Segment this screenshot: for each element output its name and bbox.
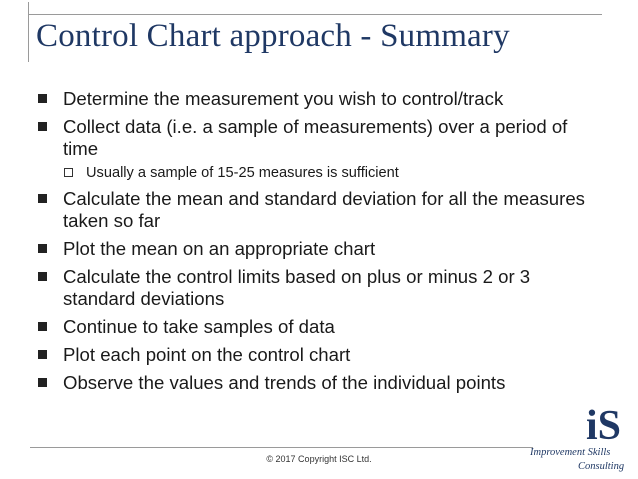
bullet-item xyxy=(36,344,596,366)
bullet-text: Collect data (i.e. a sample of measurements) over a period of time xyxy=(63,116,568,159)
bullet-item xyxy=(36,372,596,394)
square-bullet-icon xyxy=(38,244,47,253)
bullet-text: Plot each point on the control chart xyxy=(63,344,351,365)
hollow-square-bullet-icon xyxy=(64,168,73,177)
bullet-text: Plot the mean on an appropriate chart xyxy=(63,238,376,259)
square-bullet-icon xyxy=(38,194,47,203)
bullet-item xyxy=(36,88,596,110)
bullet-item xyxy=(36,238,596,260)
footer-divider xyxy=(30,447,533,448)
bullet-text: Calculate the control limits based on plus or minus 2 or 3 standard deviations xyxy=(63,266,531,309)
slide-title: Control Chart approach - Summary xyxy=(36,18,510,54)
logo-line-2: Consulting xyxy=(578,461,625,472)
bullet-list xyxy=(36,88,596,400)
logo-line-1: Improvement Skills xyxy=(530,447,611,458)
logo-mark: iS xyxy=(586,403,622,449)
bullet-text: Observe the values and trends of the individual points xyxy=(63,372,506,393)
copyright-text: © 2017 Copyright ISC Ltd. xyxy=(266,454,372,464)
square-bullet-icon xyxy=(38,94,47,103)
bullet-text: Continue to take samples of data xyxy=(63,316,335,337)
square-bullet-icon xyxy=(38,122,47,131)
bullet-text: Determine the measurement you wish to control/track xyxy=(63,88,504,109)
frame-line-top xyxy=(28,14,602,15)
square-bullet-icon xyxy=(38,322,47,331)
bullet-item xyxy=(36,316,596,338)
square-bullet-icon xyxy=(38,272,47,281)
frame-line-left xyxy=(28,2,29,62)
company-logo xyxy=(528,403,636,477)
bullet-item xyxy=(36,116,596,160)
bullet-item xyxy=(36,266,596,310)
sub-bullet-text: Usually a sample of 15-25 measures is sufficient xyxy=(86,165,399,181)
bullet-text: Calculate the mean and standard deviation for all the measures taken so far xyxy=(63,188,585,231)
square-bullet-icon xyxy=(38,350,47,359)
bullet-item xyxy=(36,188,596,232)
square-bullet-icon xyxy=(38,378,47,387)
sub-bullet-item xyxy=(36,164,596,182)
